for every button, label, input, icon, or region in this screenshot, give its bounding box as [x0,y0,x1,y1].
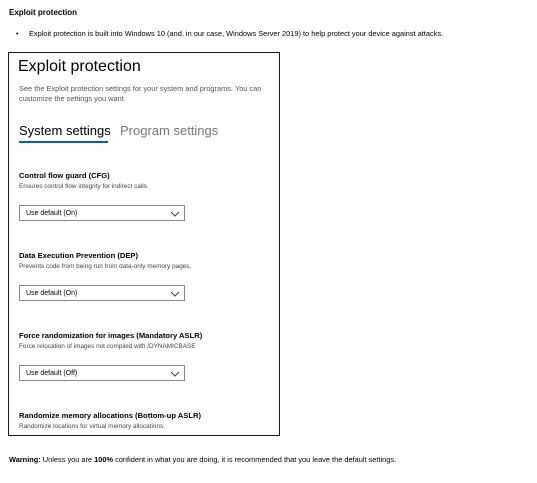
exploit-protection-window [8,52,280,436]
window-description: See the Exploit protection settings for your system and programs. You can customize the settings you want. [19,84,262,103]
cfg-dropdown[interactable] [19,205,185,221]
chevron-down-icon [170,289,180,298]
selected-tab-indicator [19,141,108,143]
section-description: Force relocation of images not compiled with /DYNAMICBASE [19,343,196,350]
bullet-text: Exploit protection is built into Windows 10 (and, in our case, Windows Server 2019) to help protect your device against attacks. [29,29,444,38]
dropdown-value: Use default (Off) [26,370,78,377]
window-title: Exploit protection [18,58,141,75]
tab-program-settings[interactable]: Program settings [120,123,219,138]
section-description: Randomize locations for virtual memory allocations. [19,423,165,430]
section-title: Force randomization for images (Mandatory ASLR) [19,331,203,340]
mandatory-aslr-dropdown[interactable] [19,365,185,381]
chevron-down-icon [170,369,180,378]
section-cfg [19,171,277,221]
warning-note [9,455,396,465]
warning-emphasis: 100% [94,455,114,464]
section-title: Randomize memory allocations (Bottom-up ASLR) [19,411,201,420]
dropdown-value: Use default (On) [26,210,78,217]
section-title: Control flow guard (CFG) [19,171,110,180]
dep-dropdown[interactable] [19,285,185,301]
bullet-item [16,29,527,39]
warning-text-after: confident in what you are doing, it is recommended that you leave the default settings. [113,455,397,464]
section-bottom-up-aslr [19,411,277,431]
dropdown-value: Use default (On) [26,290,78,297]
section-mandatory-aslr [19,331,277,381]
section-dep [19,251,277,301]
section-description: Ensures control flow integrity for indirect calls. [19,183,149,190]
bullet-dot: • [16,29,19,38]
section-description: Prevents code from being run from data-only memory pages. [19,263,192,270]
warning-label: Warning: [9,455,41,464]
tab-system-settings[interactable]: System settings [19,123,111,138]
warning-text-before: Unless you are [40,455,95,464]
chevron-down-icon [170,209,180,218]
section-title: Data Execution Prevention (DEP) [19,251,138,260]
doc-heading: Exploit protection [9,8,77,17]
